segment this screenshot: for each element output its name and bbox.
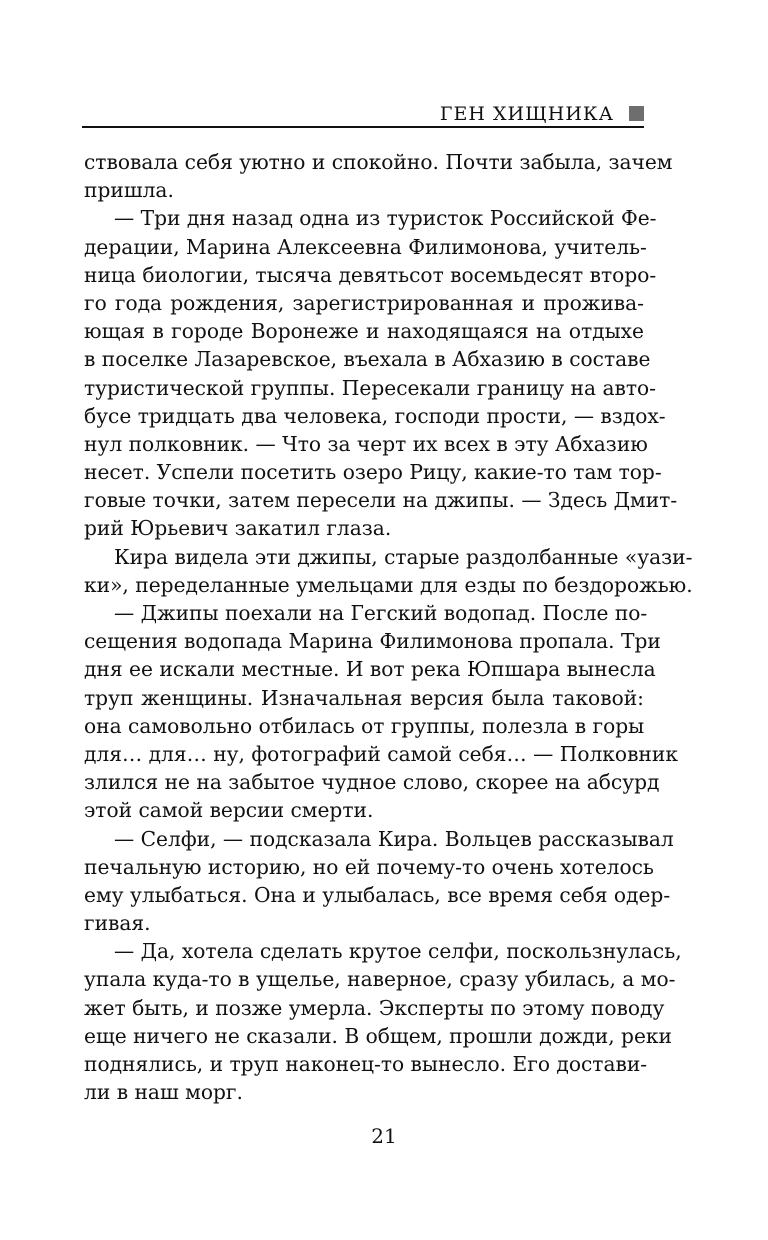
text-line: нул полковник. — Что за черт их всех в эту Абхазию xyxy=(84,431,648,456)
text-line: ствовала себя уютно и спокойно. Почти забыла, зачем xyxy=(84,150,673,174)
text-line: — Джипы поехали на Гегский водопад. После по- xyxy=(114,601,648,625)
text-line: — Селфи, — подсказала Кира. Вольцев рассказывал xyxy=(114,826,674,851)
text-line: ему улыбаться. Она и улыбалась, все время себя одер- xyxy=(84,882,671,907)
text-line: дерации, Марина Алексеевна Филимонова, учитель- xyxy=(84,234,647,259)
header-rule xyxy=(82,126,644,128)
running-header-title: ГЕН ХИЩНИКА xyxy=(439,103,614,125)
text-line: сещения водопада Марина Филимонова пропала. Три xyxy=(84,629,661,654)
text-line: ки», переделанные умельцами для езды по бездорожью. xyxy=(84,572,693,597)
text-line: она самовольно отбилась от группы, полезла в горы xyxy=(84,713,645,738)
text-line: этой самой версии смерти. xyxy=(84,798,374,823)
text-line: бусе тридцать два человека, господи прости, — вздох- xyxy=(84,403,666,428)
text-line: для… для… ну, фотографий самой себя… — Полковник xyxy=(84,741,678,766)
text-line: го года рождения, зарегистрированная и прожива- xyxy=(84,290,644,315)
text-line: дня ее искали местные. И вот река Юпшара вынесла xyxy=(84,657,656,682)
text-line: в поселке Лазаревское, въехала в Абхазию в составе xyxy=(84,347,651,372)
text-line: печальную историю, но ей почему-то очень хотелось xyxy=(84,854,654,879)
text-line: говые точки, затем пересели на джипы. — Здесь Дмит- xyxy=(84,488,678,513)
text-line: упала куда-то в ущелье, наверное, сразу убилась, а мо- xyxy=(84,967,676,992)
text-line: ющая в городе Воронеже и находящаяся на отдыхе xyxy=(84,319,644,344)
text-line: несет. Успели посетить озеро Рицу, какие-то там тор- xyxy=(84,460,662,485)
text-line: злился не на забытое чудное слово, скорее на абсурд xyxy=(84,770,660,795)
text-line: — Три дня назад одна из туристок Российской Фе- xyxy=(114,206,657,231)
text-line: рий Юрьевич закатил глаза. xyxy=(84,516,392,541)
page-number: 21 xyxy=(371,1124,397,1148)
text-line: поднялись, и труп наконец-то вынесло. Его достави- xyxy=(84,1052,648,1076)
text-line: труп женщины. Изначальная версия была таковой: xyxy=(84,685,644,710)
running-header xyxy=(82,100,644,126)
text-line: ница биологии, тысяча девятьсот восемьдесят второ- xyxy=(84,262,657,287)
text-line: жет быть, и позже умерла. Эксперты по этому поводу xyxy=(84,995,665,1020)
text-line: гивая. xyxy=(84,911,151,936)
header-square-marker xyxy=(629,106,644,121)
text-line: пришла. xyxy=(84,178,174,203)
text-line: туристической группы. Пересекали границу на авто- xyxy=(84,375,656,400)
text-line: Кира видела эти джипы, старые раздолбанные «уази- xyxy=(114,544,693,569)
body-text xyxy=(84,148,693,1106)
text-line: еще ничего не сказали. В общем, прошли дожди, реки xyxy=(84,1023,672,1048)
text-line: — Да, хотела сделать крутое селфи, поскользнулась, xyxy=(114,939,682,964)
text-line: ли в наш морг. xyxy=(84,1080,243,1105)
